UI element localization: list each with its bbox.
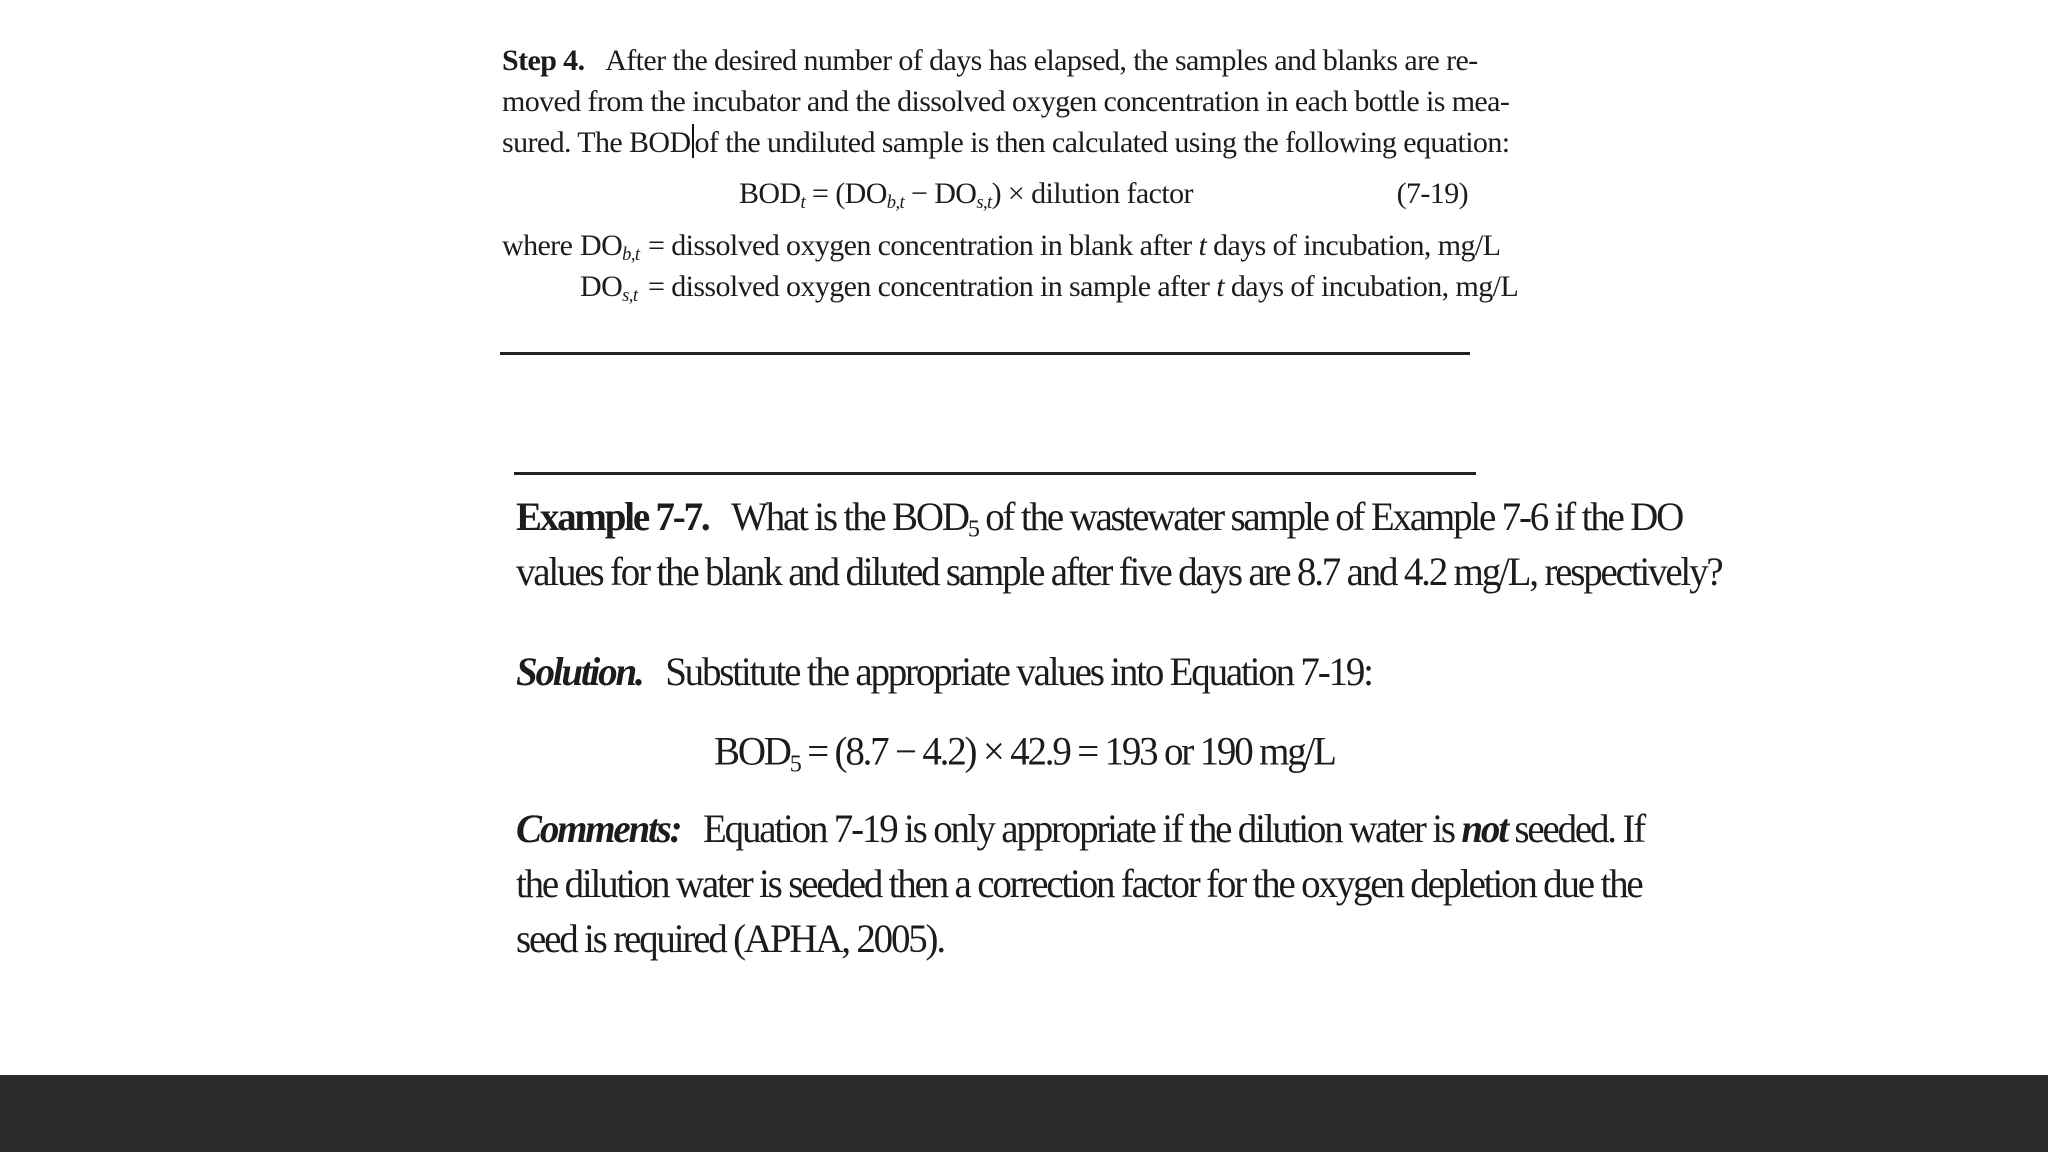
equation-7-19-expression: $BOD_t = (DO_{b,t} - DO_{s,t})$ × dilution factor bbox=[739, 177, 1193, 214]
solution-text: Substitute the appropriate values into Equation 7-19: bbox=[665, 650, 1372, 694]
example-label: Example 7-7. bbox=[516, 495, 709, 539]
section-divider-top bbox=[500, 352, 1470, 355]
example-line-1: Example 7-7. What is the $BOD_5$ of the wastewater sample of Example 7-6 if the DO bbox=[516, 495, 1683, 543]
step-4-line-2: moved from the incubator and the dissolved oxygen concentration in each bottle is mea- bbox=[502, 85, 1510, 118]
example-line-2: values for the blank and diluted sample after five days are 8.7 and 4.2 mg/L, respectively? bbox=[516, 550, 1722, 595]
definition-text-2: = dissolved oxygen concentration in sample after t days of incubation, mg/L bbox=[648, 270, 1519, 303]
definition-row-2 bbox=[502, 266, 1519, 307]
step-4-text-3b: of the undiluted sample is then calculated using the following equation: bbox=[694, 126, 1510, 159]
bottom-bar bbox=[0, 1075, 2048, 1152]
comments-line-3: seed is required (APHA, 2005). bbox=[516, 917, 944, 962]
comments-label: Comments: bbox=[516, 807, 681, 852]
example-7-7-block bbox=[516, 490, 1722, 967]
solution-label: Solution. bbox=[516, 650, 643, 694]
equation-7-19 bbox=[502, 165, 1470, 225]
comments-line-1: Comments: Equation 7-19 is only appropriate if the dilution water is not seeded. If bbox=[516, 807, 1644, 852]
definition-text-1: = dissolved oxygen concentration in blank after t days of incubation, mg/L bbox=[648, 229, 1501, 262]
comments-line-2: the dilution water is seeded then a correction factor for the oxygen depletion due the bbox=[516, 862, 1642, 907]
solution-equation: $BOD_5 = (8.7 - 4.2) \times 42.9 = 193$ or 190 mg/L bbox=[714, 729, 1335, 778]
step-4-label: Step 4. bbox=[502, 44, 585, 77]
example-top-rule bbox=[514, 472, 1476, 475]
step-4-text-1: After the desired number of days has elapsed, the samples and blanks are re- bbox=[605, 44, 1478, 77]
example-question bbox=[516, 490, 1722, 600]
definition-symbol-1: $DO_{b,t}$ bbox=[580, 229, 640, 266]
comments-emphasis: not bbox=[1461, 807, 1507, 852]
step-4-text-3a: sured. The BOD bbox=[502, 126, 691, 159]
solution-paragraph bbox=[516, 645, 1476, 700]
step-4-line-3 bbox=[502, 122, 1510, 163]
comments-paragraph bbox=[516, 802, 1644, 967]
text-cursor bbox=[692, 124, 694, 158]
step-4-paragraph bbox=[502, 40, 1510, 163]
step-4-block bbox=[502, 40, 1519, 307]
step-4-line-1 bbox=[502, 40, 1478, 81]
definition-symbol-2: $DO_{s,t}$ bbox=[580, 270, 638, 307]
equation-number: (7-19) bbox=[1396, 177, 1468, 210]
where-label: where bbox=[502, 229, 573, 262]
definition-row-1 bbox=[502, 225, 1501, 266]
